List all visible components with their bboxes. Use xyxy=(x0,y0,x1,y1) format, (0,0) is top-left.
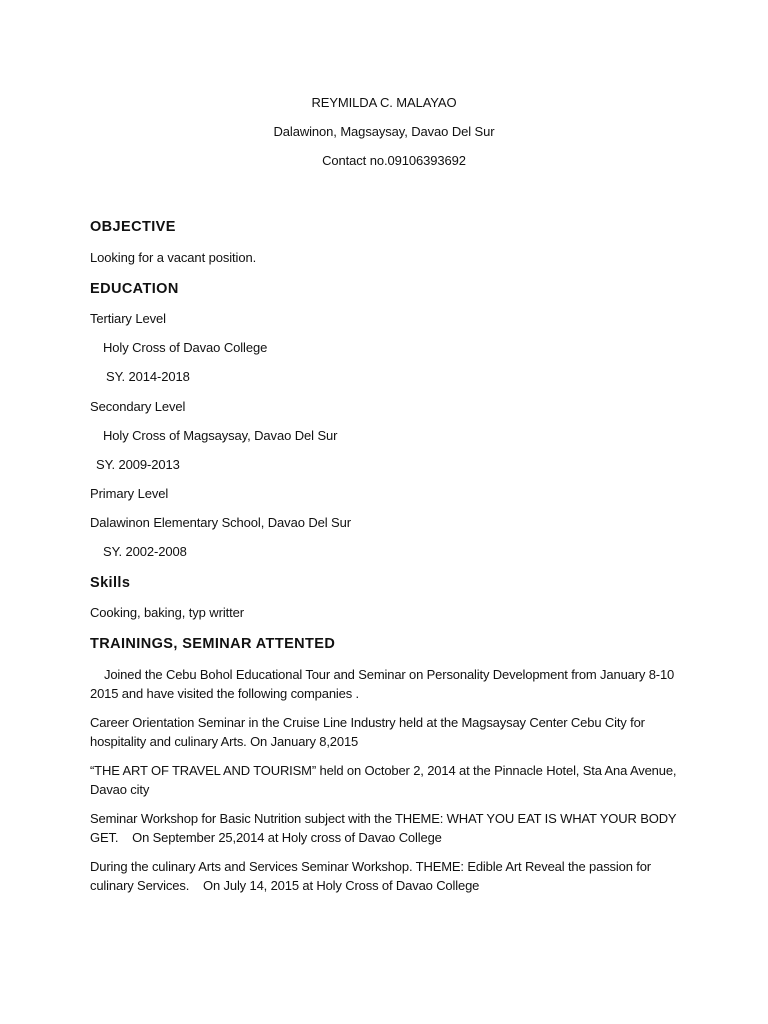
trainings-heading: TRAININGS, SEMINAR ATTENTED xyxy=(90,636,336,652)
training-item xyxy=(90,761,690,799)
training-item xyxy=(90,665,690,703)
primary-level-label: Primary Level xyxy=(90,486,169,501)
secondary-school-year: SY. 2009-2013 xyxy=(96,457,180,472)
training-item xyxy=(90,809,690,847)
training-item-line: 2015 and have visited the following companies . xyxy=(90,686,360,701)
training-item xyxy=(90,713,690,751)
tertiary-school: Holy Cross of Davao College xyxy=(103,340,268,355)
training-item-line: Davao city xyxy=(90,782,150,797)
training-item-line: Seminar Workshop for Basic Nutrition subject with the THEME: WHAT YOU EAT IS WHAT YOUR BODY xyxy=(90,811,677,826)
primary-school-year: SY. 2002-2008 xyxy=(103,544,187,559)
skills-heading: Skills xyxy=(90,575,131,591)
training-item-line: Career Orientation Seminar in the Cruise Line Industry held at the Magsaysay Center Cebu City for xyxy=(90,715,645,730)
tertiary-level-label: Tertiary Level xyxy=(90,311,166,326)
applicant-address: Dalawinon, Magsaysay, Davao Del Sur xyxy=(273,124,495,139)
tertiary-school-year: SY. 2014-2018 xyxy=(106,369,190,384)
training-item-line: hospitality and culinary Arts. On January 8,2015 xyxy=(90,734,359,749)
primary-school: Dalawinon Elementary School, Davao Del Sur xyxy=(90,515,351,530)
training-item-line: “THE ART OF TRAVEL AND TOURISM” held on October 2, 2014 at the Pinnacle Hotel, Sta Ana Avenue, xyxy=(90,763,677,778)
objective-heading: OBJECTIVE xyxy=(90,219,176,235)
applicant-contact: Contact no.09106393692 xyxy=(322,153,466,168)
education-heading: EDUCATION xyxy=(90,281,179,297)
training-item-line: During the culinary Arts and Services Seminar Workshop. THEME: Edible Art Reveal the passion for xyxy=(90,859,651,874)
training-item-line: Joined the Cebu Bohol Educational Tour and Seminar on Personality Development from January 8-10 xyxy=(104,667,675,682)
secondary-school: Holy Cross of Magsaysay, Davao Del Sur xyxy=(103,428,338,443)
applicant-name: REYMILDA C. MALAYAO xyxy=(311,95,457,110)
training-item-line: culinary Services. On July 14, 2015 at Holy Cross of Davao College xyxy=(90,878,480,893)
skills-text: Cooking, baking, typ writter xyxy=(90,605,244,620)
objective-text: Looking for a vacant position. xyxy=(90,250,257,265)
training-item xyxy=(90,857,690,895)
secondary-level-label: Secondary Level xyxy=(90,399,186,414)
training-item-line: GET. On September 25,2014 at Holy cross of Davao College xyxy=(90,830,442,845)
